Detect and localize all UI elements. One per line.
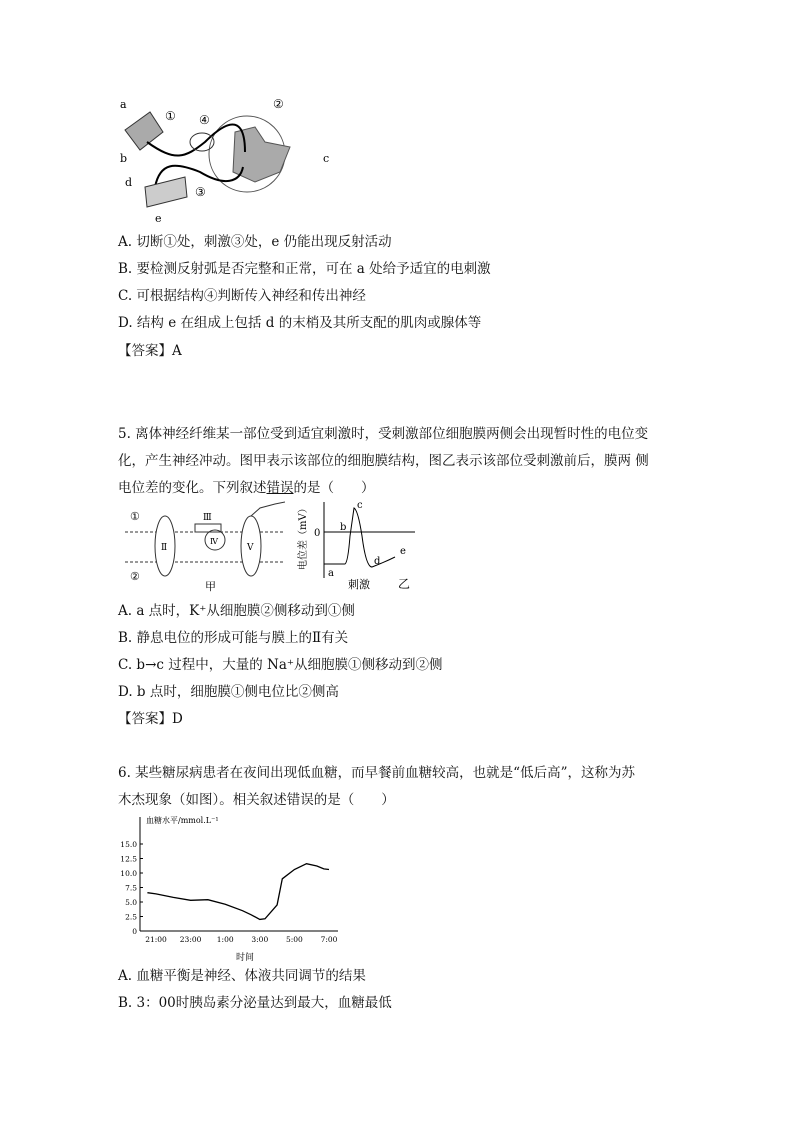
- label-b: b: [120, 152, 128, 165]
- label-c: c: [323, 152, 330, 165]
- label-II: Ⅱ: [161, 543, 168, 553]
- q5-option-c: C. b→c 过程中，大量的 Na⁺从细胞膜①侧移动到②侧: [118, 657, 443, 673]
- label-e: e: [155, 212, 162, 224]
- x-tick-label: 7:00: [320, 935, 338, 944]
- y-axis-label: 血糖水平/mmol.L⁻¹: [146, 816, 219, 825]
- label-a: a: [120, 98, 127, 111]
- yi-zero: 0: [314, 528, 321, 539]
- x-tick-label: 1:00: [216, 935, 234, 944]
- q4-option-b: B. 要检测反射弧是否完整和正常，可在 a 处给予适宜的电刺激: [118, 261, 491, 277]
- q5-option-a: A. a 点时，K⁺从细胞膜②侧移动到①侧: [118, 603, 355, 619]
- label-V: Ⅴ: [247, 543, 254, 553]
- glucose-line: [147, 864, 329, 920]
- blood-glucose-chart: [110, 813, 350, 963]
- y-tick-label: 12.5: [120, 854, 137, 864]
- x-tick-label: 3:00: [251, 935, 269, 944]
- q4-option-c: C. 可根据结构④判断传入神经和传出神经: [118, 288, 366, 304]
- q5-option-b: B. 静息电位的形成可能与膜上的Ⅱ有关: [118, 630, 349, 646]
- point-b: b: [340, 522, 347, 533]
- x-tick-label: 5:00: [285, 935, 303, 944]
- x-tick-label: 21:00: [145, 935, 167, 944]
- label-4: ④: [199, 113, 210, 127]
- point-a: a: [328, 568, 334, 579]
- potential-graph-yi: [290, 500, 440, 592]
- q5-line-3: 电位差的变化。下列叙述错误的是（ ）: [118, 480, 375, 496]
- label-d: d: [125, 176, 133, 189]
- y-tick-label: 0: [132, 927, 137, 936]
- q4-option-a: A. 切断①处，刺激③处，e 仍能出现反射活动: [118, 234, 392, 250]
- q4-answer: 【答案】A: [118, 343, 182, 359]
- label-side-1: ①: [130, 510, 140, 523]
- x-tick-label: 23:00: [179, 935, 202, 944]
- label-3: ③: [195, 185, 206, 199]
- y-tick-label: 2.5: [125, 912, 137, 922]
- q6-line-1: 6. 某些糖尿病患者在夜间出现低血糖，而早餐前血糖较高，也就是“低后高”，这称为苏: [118, 765, 635, 781]
- point-c: c: [357, 500, 363, 511]
- label-IV: Ⅳ: [210, 537, 218, 546]
- label-III: Ⅲ: [203, 513, 212, 523]
- label-side-2: ②: [130, 570, 140, 583]
- yi-ylabel: 电位差（mV）: [298, 503, 309, 570]
- x-axis-label: 时间: [235, 953, 255, 963]
- underlined-word: 错误: [266, 480, 294, 496]
- y-tick-label: 7.5: [125, 883, 137, 893]
- label-1: ①: [165, 109, 176, 123]
- q5-answer: 【答案】D: [118, 711, 183, 727]
- membrane-figure-jia: [125, 500, 285, 592]
- q5-line-2: 化，产生神经冲动。图甲表示该部位的细胞膜结构，图乙表示该部位受刺激前后，膜两 侧: [118, 453, 649, 469]
- stimulus-label: 刺激: [348, 578, 370, 591]
- y-tick-label: 5.0: [125, 898, 137, 907]
- point-e: e: [400, 546, 406, 557]
- reflex-arc-figure: [115, 92, 345, 224]
- y-tick-label: 15.0: [120, 840, 137, 849]
- caption-yi: 乙: [398, 577, 411, 591]
- q6-option-a: A. 血糖平衡是神经、体液共同调节的结果: [118, 968, 366, 984]
- q5-line-1: 5. 离体神经纤维某一部位受到适宜刺激时，受刺激部位细胞膜两侧会出现暂时性的电位变: [118, 426, 649, 442]
- y-tick-label: 10.0: [120, 869, 137, 878]
- point-d: d: [374, 556, 381, 567]
- q4-option-d: D. 结构 e 在组成上包括 d 的末梢及其所支配的肌肉或腺体等: [118, 315, 482, 331]
- label-2: ②: [273, 97, 284, 111]
- q6-line-2: 木杰现象（如图）。相关叙述错误的是（ ）: [118, 792, 395, 808]
- q5-option-d: D. b 点时，细胞膜①侧电位比②侧高: [118, 684, 339, 700]
- q6-option-b: B. 3：00时胰岛素分泌量达到最大，血糖最低: [118, 995, 392, 1011]
- caption-jia: 甲: [205, 580, 216, 592]
